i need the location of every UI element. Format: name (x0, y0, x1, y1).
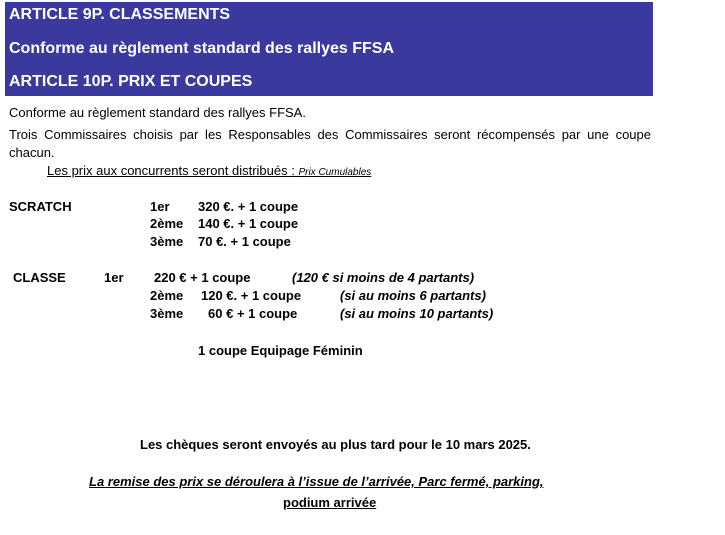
remise-line-1: La remise des prix se déroulera à l’issue de l’arrivée, Parc fermé, parking, (89, 474, 544, 489)
classe-rank: 1er (104, 270, 124, 285)
prix-intro (47, 163, 371, 178)
commissaires-paragraph: Trois Commissaires choisis par les Responsables des Commissaires seront récompensés par une coupe chacun. (9, 127, 651, 160)
remise-line-2: podium arrivée (283, 495, 377, 510)
prix-cumulables: Prix Cumulables (298, 167, 372, 178)
classe-label: CLASSE (13, 270, 66, 285)
scratch-rank: 1er (150, 199, 170, 214)
scratch-rank: 2ème (150, 216, 184, 231)
classe-rank: 3ème (150, 306, 184, 321)
scratch-prize: 70 €. + 1 coupe (198, 234, 291, 249)
classe-prize: 120 €. + 1 coupe (201, 288, 302, 303)
classe-note: (120 € si moins de 4 partants) (292, 270, 475, 285)
article-9-title: ARTICLE 9P. CLASSEMENTS (9, 6, 231, 23)
conforme-title: Conforme au règlement standard des rallyes FFSA (9, 40, 394, 57)
classe-rank: 2ème (150, 288, 184, 303)
equipage-feminin: 1 coupe Equipage Féminin (198, 343, 363, 358)
scratch-prize: 140 €. + 1 coupe (198, 216, 299, 231)
classe-prize: 60 € + 1 coupe (208, 306, 298, 321)
scratch-prize: 320 €. + 1 coupe (198, 199, 299, 214)
classe-note: (si au moins 10 partants) (340, 306, 494, 321)
scratch-label: SCRATCH (9, 199, 72, 214)
scratch-rank: 3ème (150, 234, 184, 249)
classe-note: (si au moins 6 partants) (340, 288, 486, 303)
cheques-notice: Les chèques seront envoyés au plus tard pour le 10 mars 2025. (140, 437, 531, 452)
article-10-title: ARTICLE 10P. PRIX ET COUPES (9, 73, 253, 90)
prix-intro-text: Les prix aux concurrents seront distribués : (47, 163, 299, 178)
conforme-line: Conforme au règlement standard des rallyes FFSA. (9, 105, 306, 120)
article-header-block (5, 2, 653, 96)
classe-prize: 220 € + 1 coupe (154, 270, 251, 285)
